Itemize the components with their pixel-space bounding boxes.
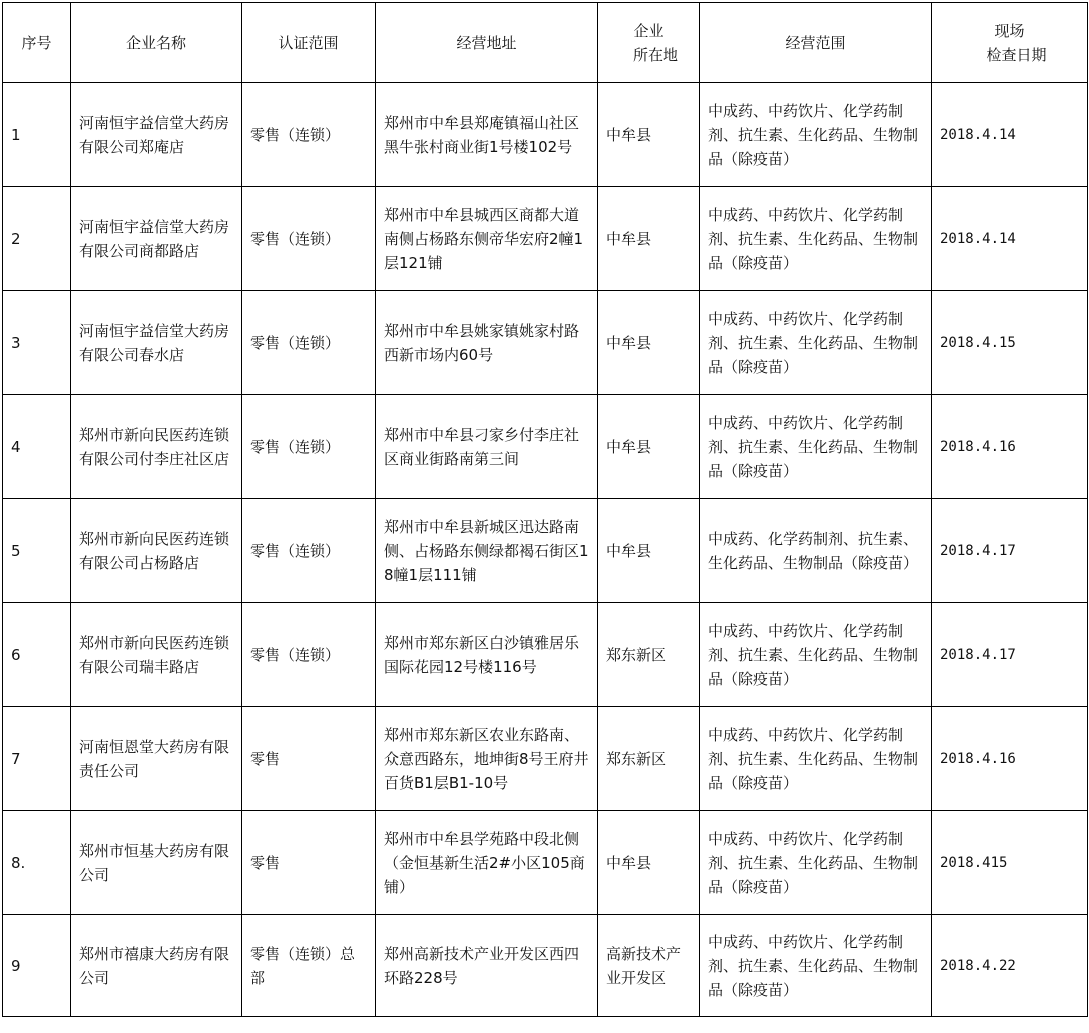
pharmacy-inspection-table — [2, 2, 1088, 1017]
company-location: 中牟县 — [598, 291, 700, 395]
business-address: 郑州市中牟县姚家镇姚家村路西新市场内60号 — [376, 291, 598, 395]
company-name: 郑州市禧康大药房有限公司 — [71, 915, 242, 1017]
inspection-date: 2018.4.16 — [932, 395, 1088, 499]
business-scope: 中成药、中药饮片、化学药制剂、抗生素、生化药品、生物制品（除疫苗） — [700, 83, 932, 187]
cert-scope: 零售（连锁） — [242, 187, 376, 291]
company-name: 郑州市新向民医药连锁有限公司占杨路店 — [71, 499, 242, 603]
company-location: 中牟县 — [598, 83, 700, 187]
cert-scope: 零售（连锁） — [242, 603, 376, 707]
company-name: 郑州市恒基大药房有限公司 — [71, 811, 242, 915]
inspection-date: 2018.415 — [932, 811, 1088, 915]
company-location: 郑东新区 — [598, 603, 700, 707]
business-scope: 中成药、中药饮片、化学药制剂、抗生素、生化药品、生物制品（除疫苗） — [700, 915, 932, 1017]
table-row — [3, 707, 1088, 811]
table-row — [3, 291, 1088, 395]
row-seq: 2 — [3, 187, 71, 291]
header-seq: 序号 — [3, 3, 71, 83]
company-name: 河南恒宇益信堂大药房有限公司春水店 — [71, 291, 242, 395]
header-date: 现场 检查日期 — [932, 3, 1088, 83]
business-scope: 中成药、中药饮片、化学药制剂、抗生素、生化药品、生物制品（除疫苗） — [700, 707, 932, 811]
table-row — [3, 811, 1088, 915]
table-row — [3, 395, 1088, 499]
inspection-date: 2018.4.16 — [932, 707, 1088, 811]
row-seq: 5 — [3, 499, 71, 603]
header-location: 企业 所在地 — [598, 3, 700, 83]
business-address: 郑州高新技术产业开发区西四环路228号 — [376, 915, 598, 1017]
business-address: 郑州市中牟县新城区迅达路南侧、占杨路东侧绿都褐石街区18幢1层111铺 — [376, 499, 598, 603]
company-name: 郑州市新向民医药连锁有限公司瑞丰路店 — [71, 603, 242, 707]
row-seq: 9 — [3, 915, 71, 1017]
table-body — [3, 83, 1088, 1017]
header-cert-scope: 认证范围 — [242, 3, 376, 83]
company-name: 河南恒恩堂大药房有限责任公司 — [71, 707, 242, 811]
inspection-date: 2018.4.15 — [932, 291, 1088, 395]
table-row — [3, 603, 1088, 707]
inspection-date: 2018.4.14 — [932, 187, 1088, 291]
cert-scope: 零售（连锁） — [242, 395, 376, 499]
cert-scope: 零售（连锁） — [242, 291, 376, 395]
business-address: 郑州市中牟县学苑路中段北侧（金恒基新生活2#小区105商铺） — [376, 811, 598, 915]
business-scope: 中成药、中药饮片、化学药制剂、抗生素、生化药品、生物制品（除疫苗） — [700, 811, 932, 915]
company-location: 中牟县 — [598, 499, 700, 603]
row-seq: 1 — [3, 83, 71, 187]
business-scope: 中成药、中药饮片、化学药制剂、抗生素、生化药品、生物制品（除疫苗） — [700, 395, 932, 499]
company-name: 郑州市新向民医药连锁有限公司付李庄社区店 — [71, 395, 242, 499]
cert-scope: 零售（连锁）总部 — [242, 915, 376, 1017]
header-name: 企业名称 — [71, 3, 242, 83]
business-address: 郑州市中牟县城西区商都大道南侧占杨路东侧帝华宏府2幢1层121铺 — [376, 187, 598, 291]
inspection-date: 2018.4.22 — [932, 915, 1088, 1017]
business-address: 郑州市中牟县郑庵镇福山社区黑牛张村商业街1号楼102号 — [376, 83, 598, 187]
business-address: 郑州市郑东新区农业东路南、众意西路东，地坤街8号王府井百货B1层B1-10号 — [376, 707, 598, 811]
cert-scope: 零售 — [242, 707, 376, 811]
cert-scope: 零售 — [242, 811, 376, 915]
company-location: 郑东新区 — [598, 707, 700, 811]
company-name: 河南恒宇益信堂大药房有限公司郑庵店 — [71, 83, 242, 187]
inspection-date: 2018.4.17 — [932, 603, 1088, 707]
row-seq: 3 — [3, 291, 71, 395]
business-scope: 中成药、中药饮片、化学药制剂、抗生素、生化药品、生物制品（除疫苗） — [700, 291, 932, 395]
table-row — [3, 83, 1088, 187]
header-address: 经营地址 — [376, 3, 598, 83]
row-seq: 4 — [3, 395, 71, 499]
header-business-scope: 经营范围 — [700, 3, 932, 83]
table-row — [3, 187, 1088, 291]
business-scope: 中成药、化学药制剂、抗生素、生化药品、生物制品（除疫苗） — [700, 499, 932, 603]
table-row — [3, 499, 1088, 603]
business-address: 郑州市中牟县刁家乡付李庄社区商业街路南第三间 — [376, 395, 598, 499]
table-row — [3, 915, 1088, 1017]
company-location: 中牟县 — [598, 395, 700, 499]
row-seq: 8. — [3, 811, 71, 915]
business-scope: 中成药、中药饮片、化学药制剂、抗生素、生化药品、生物制品（除疫苗） — [700, 187, 932, 291]
inspection-date: 2018.4.14 — [932, 83, 1088, 187]
company-location: 中牟县 — [598, 811, 700, 915]
inspection-date: 2018.4.17 — [932, 499, 1088, 603]
cert-scope: 零售（连锁） — [242, 499, 376, 603]
business-scope: 中成药、中药饮片、化学药制剂、抗生素、生化药品、生物制品（除疫苗） — [700, 603, 932, 707]
company-name: 河南恒宇益信堂大药房有限公司商都路店 — [71, 187, 242, 291]
row-seq: 7 — [3, 707, 71, 811]
row-seq: 6 — [3, 603, 71, 707]
cert-scope: 零售（连锁） — [242, 83, 376, 187]
company-location: 高新技术产业开发区 — [598, 915, 700, 1017]
business-address: 郑州市郑东新区白沙镇雅居乐国际花园12号楼116号 — [376, 603, 598, 707]
company-location: 中牟县 — [598, 187, 700, 291]
header-row — [3, 3, 1088, 83]
